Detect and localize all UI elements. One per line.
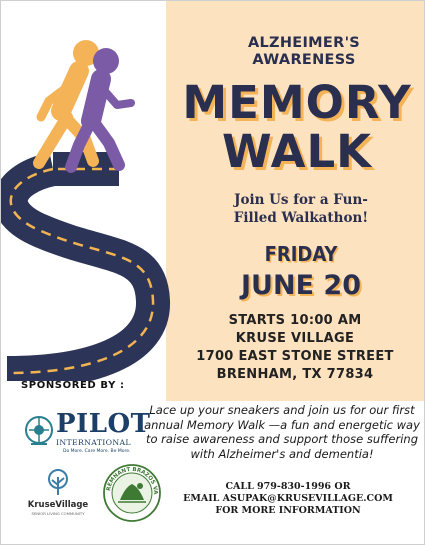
road-icon: [7, 169, 153, 373]
kruse-village-subtitle: SENIOR LIVING COMMUNITY: [31, 511, 85, 516]
event-venue: KRUSE VILLAGE: [235, 331, 355, 346]
title-alzheimers: ALZHEIMER'S: [247, 35, 361, 51]
event-city: BRENHAM, TX 77834: [216, 367, 374, 382]
sponsored-by-label: SPONSORED BY :: [21, 380, 125, 391]
kruse-village-name: KruseVillage: [27, 500, 89, 510]
pilot-emblem-icon: [23, 412, 55, 452]
event-street: 1700 EAST STONE STREET: [196, 349, 394, 364]
pilot-subtitle: INTERNATIONAL: [56, 438, 131, 447]
pilot-tagline: Do More. Care More. Be More.: [63, 449, 131, 454]
contact-phone: CALL 979-830-1996 OR: [225, 481, 351, 492]
pilot-international-logo: [23, 409, 151, 455]
event-date: JUNE 20: [241, 270, 361, 301]
join-line-1: Join Us for a Fun-: [234, 192, 368, 208]
title-walk: WALK: [222, 125, 372, 178]
contact-more-info: FOR MORE INFORMATION: [215, 505, 361, 516]
join-line-2: Filled Walkathon!: [233, 210, 369, 226]
contact-info: [153, 481, 423, 517]
title-memory: MEMORY: [182, 76, 412, 129]
event-description: Lace up your sneakers and join us for our first annual Memory Walk —a fun and energetic way to raise awareness and support those suffering with Alzheimer's and dementia!: [144, 403, 420, 461]
title-awareness: AWARENESS: [252, 52, 356, 68]
event-day: FRIDAY: [264, 242, 338, 266]
kruse-village-logo: [19, 463, 97, 521]
event-time: STARTS 10:00 AM: [228, 313, 362, 328]
pilot-wordmark: PILOT: [56, 409, 151, 439]
contact-email[interactable]: EMAIL ASUPAK@KRUSEVILLAGE.COM: [183, 493, 393, 504]
brazos-ring-text: REMNANT BRAZOS VA: [106, 466, 159, 495]
kruse-village-tree-icon: [43, 467, 73, 497]
